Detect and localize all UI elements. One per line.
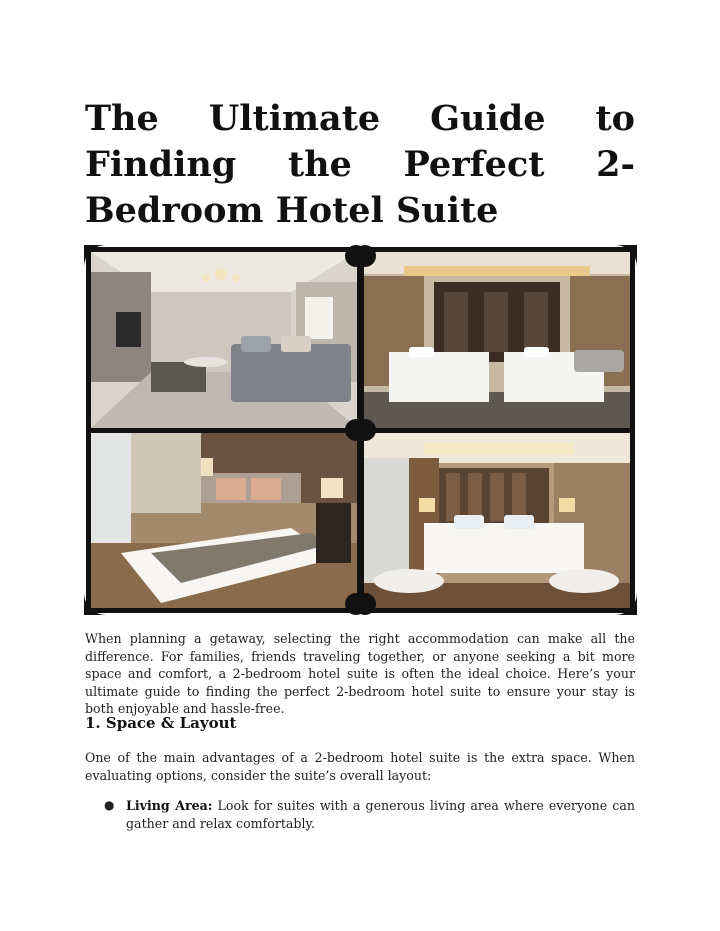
living-room-photo (91, 252, 357, 428)
bullet-icon: ● (104, 798, 115, 812)
king-bedroom-photo (91, 433, 357, 608)
photo-corner-icon (354, 419, 376, 441)
photo-corner-icon (354, 593, 376, 615)
section-paragraph: One of the main advantages of a 2-bedroom hotel suite is the extra space. When evaluating options, consider the suite’s overall layout: (85, 750, 635, 783)
list-item-label: Living Area: (126, 798, 213, 813)
photo-corner-icon (615, 245, 637, 267)
photo-corner-icon (84, 593, 106, 615)
list-item-text: Look for suites with a generous living area where everyone can gather and relax comfortably. (126, 798, 635, 831)
photo-corner-icon (354, 245, 376, 267)
photo-corner-icon (84, 245, 106, 267)
twin-bedroom-photo (364, 252, 630, 428)
intro-paragraph: When planning a getaway, selecting the right accommodation can make all the difference. For families, friends traveling together, or anyone seeking a bit more space and comfort, a 2-bedroom hotel suite is often the ideal choice. Here’s your ultimate guide to finding the perfect 2-bedroom hotel suite to ensure your stay is both enjoyable and hassle-free. (85, 631, 635, 717)
hotel-photo-collage (86, 247, 635, 613)
section-heading: 1. Space & Layout (85, 714, 237, 732)
photo-corner-icon (615, 593, 637, 615)
list-item (104, 797, 635, 832)
page-title: The Ultimate Guide to Finding the Perfect 2-Bedroom Hotel Suite (85, 98, 635, 231)
luxury-bedroom-photo (364, 433, 630, 608)
